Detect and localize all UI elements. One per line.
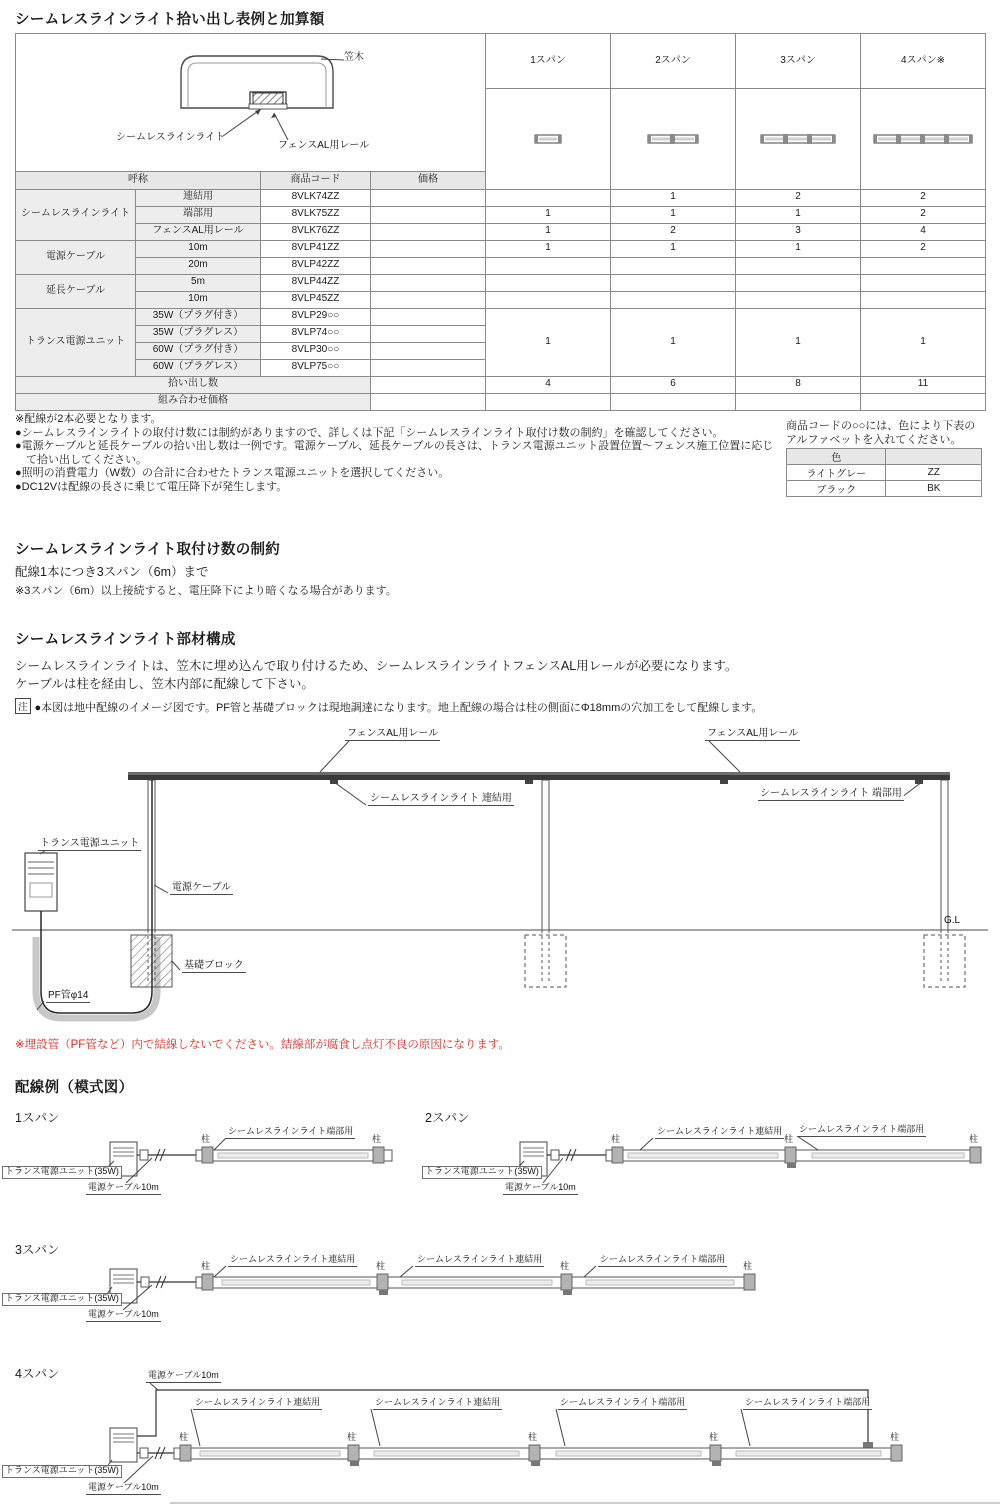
qty-cell: 1 bbox=[611, 308, 736, 376]
item-name: 60W（プラグ付き） bbox=[136, 342, 261, 359]
span-header-4: 4スパン※ bbox=[861, 34, 986, 89]
wiring-example-1span bbox=[0, 1125, 420, 1205]
rail-right-label: フェンスAL用レール bbox=[707, 728, 799, 739]
combo-price-cell bbox=[486, 393, 611, 410]
note-item: ●シームレスラインライトの取付け数には制約がありますので、詳しくは下記「シームレスラインライト取付け数の制約」を確認してください。 bbox=[15, 426, 724, 439]
product-code: 8VLP30○○ bbox=[261, 342, 371, 359]
item-name: 端部用 bbox=[136, 206, 261, 223]
qty-cell: 1 bbox=[486, 223, 611, 240]
restriction-line: 配線1本につき3スパン（6m）まで bbox=[15, 565, 209, 579]
light-end-label: シームレスラインライト端部用 bbox=[558, 1398, 687, 1410]
product-code: 8VLP75○○ bbox=[261, 359, 371, 376]
span1-heading: 1スパン bbox=[15, 1111, 60, 1125]
product-code: 8VLK74ZZ bbox=[261, 189, 371, 206]
note-item: ●照明の消費電力（W数）の合計に合わせたトランス電源ユニットを選択してください。 bbox=[15, 467, 450, 479]
light-joint-label: シームレスラインライト連結用 bbox=[193, 1398, 322, 1410]
coping-label: 笠木 bbox=[344, 52, 364, 63]
qty-cell: 1 bbox=[736, 308, 861, 376]
col-header-code: 商品コード bbox=[261, 171, 371, 189]
pickup-count: 6 bbox=[611, 376, 736, 393]
light-end-label: シームレスラインライト端部用 bbox=[797, 1125, 926, 1137]
item-name: 連結用 bbox=[136, 189, 261, 206]
product-code: 8VLP44ZZ bbox=[261, 274, 371, 291]
power-cable-label: 電源ケーブル10m bbox=[86, 1483, 161, 1495]
qty-cell: 1 bbox=[611, 206, 736, 223]
qty-cell: 2 bbox=[861, 189, 986, 206]
pickup-table bbox=[15, 33, 986, 411]
product-code: 8VLP45ZZ bbox=[261, 291, 371, 308]
qty-cell: 1 bbox=[736, 240, 861, 257]
color-code: ZZ bbox=[886, 465, 982, 481]
col-header-name: 呼称 bbox=[16, 171, 261, 189]
group-label: トランス電源ユニット bbox=[16, 308, 136, 376]
light-joint-label: シームレスラインライト連結用 bbox=[228, 1255, 357, 1267]
item-name: 5m bbox=[136, 274, 261, 291]
note-item: ※配線が2本必要となります。 bbox=[15, 413, 162, 425]
color-name: ブラック bbox=[787, 481, 886, 497]
post-label: 柱 bbox=[201, 1134, 211, 1144]
combo-price-label: 組み合わせ価格 bbox=[16, 393, 371, 410]
post-label: 柱 bbox=[743, 1261, 753, 1271]
qty-cell: 2 bbox=[736, 189, 861, 206]
post-label: 柱 bbox=[784, 1134, 794, 1144]
qty-cell bbox=[486, 274, 611, 291]
composition-note bbox=[15, 698, 762, 715]
color-code: BK bbox=[886, 481, 982, 497]
composition-diagram-graphic bbox=[0, 725, 1000, 1035]
power-cable-top-label: 電源ケーブル10m bbox=[146, 1371, 221, 1383]
foundation-label: 基礎ブロック bbox=[184, 960, 244, 971]
pickup-count-label: 拾い出し数 bbox=[16, 376, 371, 393]
item-name: フェンスAL用レール bbox=[136, 223, 261, 240]
composition-title: シームレスラインライト部材構成 bbox=[15, 632, 236, 648]
group-label: 延長ケーブル bbox=[16, 274, 136, 308]
span-icon-1 bbox=[486, 89, 611, 190]
qty-cell bbox=[861, 274, 986, 291]
post-label: 柱 bbox=[201, 1261, 211, 1271]
group-label: シームレスラインライト bbox=[16, 189, 136, 240]
product-code: 8VLP42ZZ bbox=[261, 257, 371, 274]
price-cell bbox=[371, 223, 486, 240]
page-title: シームレスラインライト拾い出し表例と加算額 bbox=[15, 12, 325, 28]
span-header-1: 1スパン bbox=[486, 34, 611, 89]
light-joint-label: シームレスラインライト 連結用 bbox=[370, 793, 512, 804]
price-cell bbox=[371, 257, 486, 274]
wiring-title: 配線例（模式図） bbox=[15, 1080, 134, 1096]
burial-warning: ※埋設管（PF管など）内で結線しないでください。結線部が腐食し点灯不良の原因になります。 bbox=[15, 1039, 510, 1051]
span4-heading: 4スパン bbox=[15, 1367, 60, 1381]
transformer-label: トランス電源ユニット bbox=[40, 838, 140, 849]
price-cell bbox=[371, 342, 486, 359]
transformer-label: トランス電源ユニット(35W) bbox=[2, 1166, 122, 1179]
qty-cell: 1 bbox=[861, 308, 986, 376]
price-cell bbox=[371, 325, 486, 342]
price-cell bbox=[371, 308, 486, 325]
item-name: 10m bbox=[136, 291, 261, 308]
transformer-label: トランス電源ユニット(35W) bbox=[2, 1465, 122, 1478]
qty-cell: 3 bbox=[736, 223, 861, 240]
seamless-light-label: シームレスラインライト bbox=[116, 132, 226, 143]
span-icon-4 bbox=[861, 89, 986, 190]
composition-diagram bbox=[0, 725, 1000, 1035]
pickup-count: 4 bbox=[486, 376, 611, 393]
pickup-count: 11 bbox=[861, 376, 986, 393]
qty-cell: 1 bbox=[486, 206, 611, 223]
note-item: ●電源ケーブルと延長ケーブルの拾い出し数は一例です。電源ケーブル、延長ケーブルの長さは、トランス電源ユニット設置位置〜フェンス施工位置に応じて拾い出してください。 bbox=[15, 440, 774, 466]
combo-price-cell bbox=[611, 393, 736, 410]
qty-cell bbox=[611, 257, 736, 274]
color-code-note-line1: 商品コードの○○には、色により下表の bbox=[786, 420, 976, 432]
power-cable-label: 電源ケーブル bbox=[172, 882, 232, 893]
item-name: 35W（プラグ付き） bbox=[136, 308, 261, 325]
qty-cell: 1 bbox=[611, 189, 736, 206]
qty-cell bbox=[611, 291, 736, 308]
price-cell bbox=[371, 376, 486, 393]
qty-cell: 4 bbox=[861, 223, 986, 240]
qty-cell: 2 bbox=[611, 223, 736, 240]
note-mark: 注 bbox=[15, 698, 31, 714]
combo-price-cell bbox=[861, 393, 986, 410]
composition-line2: ケーブルは柱を経由し、笠木内部に配線して下さい。 bbox=[15, 677, 314, 691]
post-label: 柱 bbox=[376, 1261, 386, 1271]
fence-rail-label: フェンスAL用レール bbox=[278, 140, 370, 151]
light-end-label: シームレスラインライト端部用 bbox=[598, 1255, 727, 1267]
coping-cross-section-graphic bbox=[18, 34, 486, 167]
color-header: 色 bbox=[787, 449, 886, 465]
qty-cell: 2 bbox=[861, 206, 986, 223]
notes-list bbox=[15, 413, 777, 494]
price-cell bbox=[371, 359, 486, 376]
col-header-price: 価格 bbox=[371, 171, 486, 189]
span-icon-2 bbox=[611, 89, 736, 190]
qty-cell bbox=[611, 274, 736, 291]
span-header-2: 2スパン bbox=[611, 34, 736, 89]
price-cell bbox=[371, 291, 486, 308]
post-label: 柱 bbox=[179, 1432, 189, 1442]
light-end-label: シームレスラインライト端部用 bbox=[743, 1398, 872, 1410]
price-cell bbox=[371, 240, 486, 257]
qty-cell: 1 bbox=[486, 240, 611, 257]
combo-price-cell bbox=[736, 393, 861, 410]
item-name: 20m bbox=[136, 257, 261, 274]
qty-cell bbox=[486, 291, 611, 308]
qty-cell: 1 bbox=[611, 240, 736, 257]
wiring-example-4span bbox=[0, 1370, 1000, 1510]
item-name: 35W（プラグレス） bbox=[136, 325, 261, 342]
power-cable-label: 電源ケーブル10m bbox=[86, 1310, 161, 1322]
qty-cell bbox=[736, 257, 861, 274]
light-joint-label: シームレスラインライト連結用 bbox=[415, 1255, 544, 1267]
color-code-note-line2: アルファベットを入れてください。 bbox=[786, 434, 962, 446]
post-label: 柱 bbox=[890, 1432, 900, 1442]
post-label: 柱 bbox=[560, 1261, 570, 1271]
light-joint-label: シームレスラインライト連結用 bbox=[373, 1398, 502, 1410]
product-code: 8VLP29○○ bbox=[261, 308, 371, 325]
wiring-example-2span bbox=[420, 1125, 1000, 1205]
wiring-example-3span bbox=[0, 1255, 800, 1335]
light-end-label: シームレスラインライト端部用 bbox=[226, 1127, 355, 1139]
product-code: 8VLP41ZZ bbox=[261, 240, 371, 257]
qty-cell: 1 bbox=[486, 308, 611, 376]
post-label: 柱 bbox=[372, 1134, 382, 1144]
restriction-note: ※3スパン（6m）以上接続すると、電圧降下により暗くなる場合があります。 bbox=[15, 585, 397, 597]
post-label: 柱 bbox=[969, 1134, 979, 1144]
qty-cell bbox=[861, 291, 986, 308]
color-code-table bbox=[786, 448, 982, 497]
power-cable-label: 電源ケーブル10m bbox=[86, 1183, 161, 1195]
product-code: 8VLP74○○ bbox=[261, 325, 371, 342]
coping-diagram-cell bbox=[16, 34, 486, 172]
price-cell bbox=[371, 189, 486, 206]
color-name: ライトグレー bbox=[787, 465, 886, 481]
power-cable-label: 電源ケーブル10m bbox=[503, 1183, 578, 1195]
price-cell bbox=[371, 206, 486, 223]
price-cell bbox=[371, 393, 486, 410]
qty-cell bbox=[486, 257, 611, 274]
post-label: 柱 bbox=[709, 1432, 719, 1442]
pickup-count: 8 bbox=[736, 376, 861, 393]
span-icon-3 bbox=[736, 89, 861, 190]
post-label: 柱 bbox=[611, 1134, 621, 1144]
transformer-label: トランス電源ユニット(35W) bbox=[2, 1293, 122, 1306]
post-label: 柱 bbox=[347, 1432, 357, 1442]
code-header bbox=[886, 449, 982, 465]
qty-cell: 1 bbox=[736, 206, 861, 223]
qty-cell bbox=[486, 189, 611, 206]
item-name: 10m bbox=[136, 240, 261, 257]
span2-heading: 2スパン bbox=[425, 1111, 470, 1125]
qty-cell bbox=[736, 291, 861, 308]
span-header-3: 3スパン bbox=[736, 34, 861, 89]
light-joint-label: シームレスラインライト連結用 bbox=[655, 1127, 784, 1139]
transformer-label: トランス電源ユニット(35W) bbox=[422, 1166, 542, 1179]
light-end-label: シームレスラインライト 端部用 bbox=[760, 788, 902, 799]
post-label: 柱 bbox=[528, 1432, 538, 1442]
note-text: ●本図は地中配線のイメージ図です。PF管と基礎ブロックは現地調達になります。地上配線の場合は柱の側面にΦ18mmの穴加工をして配線します。 bbox=[34, 702, 763, 714]
composition-line1: シームレスラインライトは、笠木に埋め込んで取り付けるため、シームレスラインライトフェンスAL用レールが必要になります。 bbox=[15, 659, 738, 673]
group-label: 電源ケーブル bbox=[16, 240, 136, 274]
pf-pipe-label: PF管φ14 bbox=[48, 990, 89, 1001]
product-code: 8VLK75ZZ bbox=[261, 206, 371, 223]
note-item: ●DC12Vは配線の長さに乗じて電圧降下が発生します。 bbox=[15, 480, 288, 493]
item-name: 60W（プラグレス） bbox=[136, 359, 261, 376]
span3-heading: 3スパン bbox=[15, 1243, 60, 1257]
product-code: 8VLK76ZZ bbox=[261, 223, 371, 240]
qty-cell bbox=[861, 257, 986, 274]
price-cell bbox=[371, 274, 486, 291]
qty-cell bbox=[736, 274, 861, 291]
qty-cell: 2 bbox=[861, 240, 986, 257]
ground-level-label: G.L bbox=[944, 915, 961, 926]
restriction-title: シームレスラインライト取付け数の制約 bbox=[15, 542, 281, 558]
rail-left-label: フェンスAL用レール bbox=[347, 728, 439, 739]
